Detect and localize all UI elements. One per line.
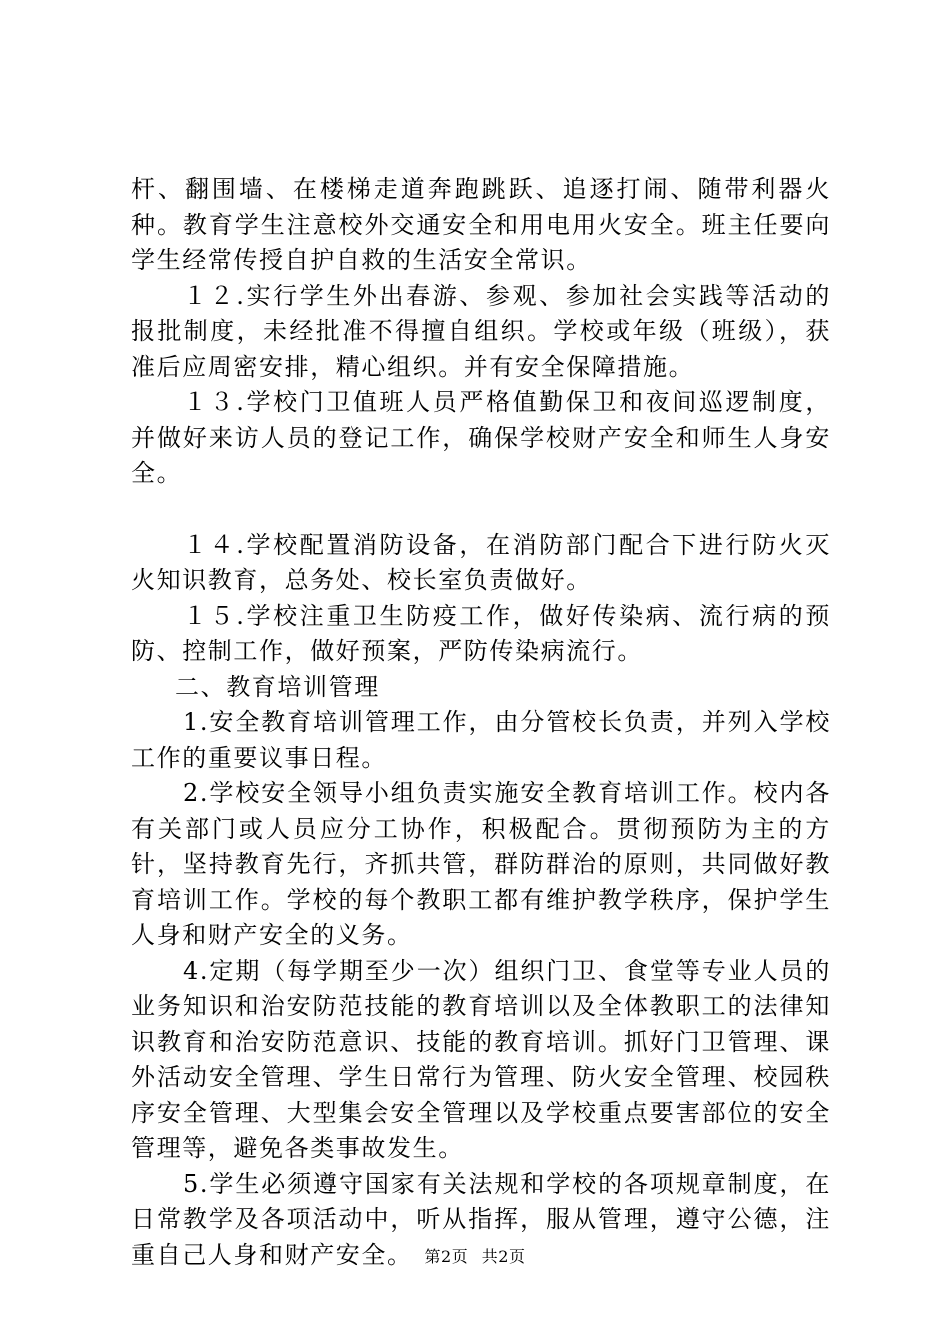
paragraph-training-2: 2.学校安全领导小组负责实施安全教育培训工作。校内各有关部门或人员应分工协作，积极配合。贯彻预防为主的方针，坚持教育先行，齐抓共管，群防群治的原则，共同做好教育培训工作。学校的每个教职工都有维护教学秩序，保护学生人身和财产安全的义务。 <box>131 779 831 949</box>
paragraph-item-13: １３.学校门卫值班人员严格值勤保卫和夜间巡逻制度，并做好来访人员的登记工作，确保学校财产安全和师生人身安全。 <box>131 388 831 487</box>
paragraph-training-4: 4.定期（每学期至少一次）组织门卫、食堂等专业人员的业务知识和治安防范技能的教育培训以及全体教职工的法律知识教育和治安防范意识、技能的教育培训。抓好门卫管理、课外活动安全管理、学生日常行为管理、防火安全管理、校园秩序安全管理、大型集会安全管理以及学校重点要害部位的安全管理等，避免各类事故发生。 <box>131 956 831 1162</box>
page-footer <box>0 1244 950 1267</box>
document-body <box>131 172 831 1273</box>
page-total: 共2页 <box>481 1247 526 1266</box>
paragraph-item-14: １４.学校配置消防设备，在消防部门配合下进行防火灭火知识教育，总务处、校长室负责做好。 <box>131 530 831 594</box>
paragraph-item-15: １５.学校注重卫生防疫工作，做好传染病、流行病的预防、控制工作，做好预案，严防传染病流行。 <box>131 601 831 665</box>
paragraph-training-1: 1.安全教育培训管理工作，由分管校长负责，并列入学校工作的重要议事日程。 <box>131 708 831 772</box>
section-heading-training: 二、教育培训管理 <box>175 672 380 701</box>
paragraph-training-5: 5.学生必须遵守国家有关法规和学校的各项规章制度，在日常教学及各项活动中，听从指挥，服从管理，遵守公德，注重自己人身和财产安全。 <box>131 1169 831 1269</box>
paragraph-item-12: １２.实行学生外出春游、参观、参加社会实践等活动的报批制度，未经批准不得擅自组织。学校或年级（班级），获准后应周密安排，精心组织。并有安全保障措施。 <box>131 281 831 381</box>
paragraph-continuation: 杆、翻围墙、在楼梯走道奔跑跳跃、追逐打闹、随带利器火种。教育学生注意校外交通安全和用电用火安全。班主任要向学生经常传授自护自救的生活安全常识。 <box>131 175 831 274</box>
page-number: 第2页 <box>424 1247 469 1266</box>
